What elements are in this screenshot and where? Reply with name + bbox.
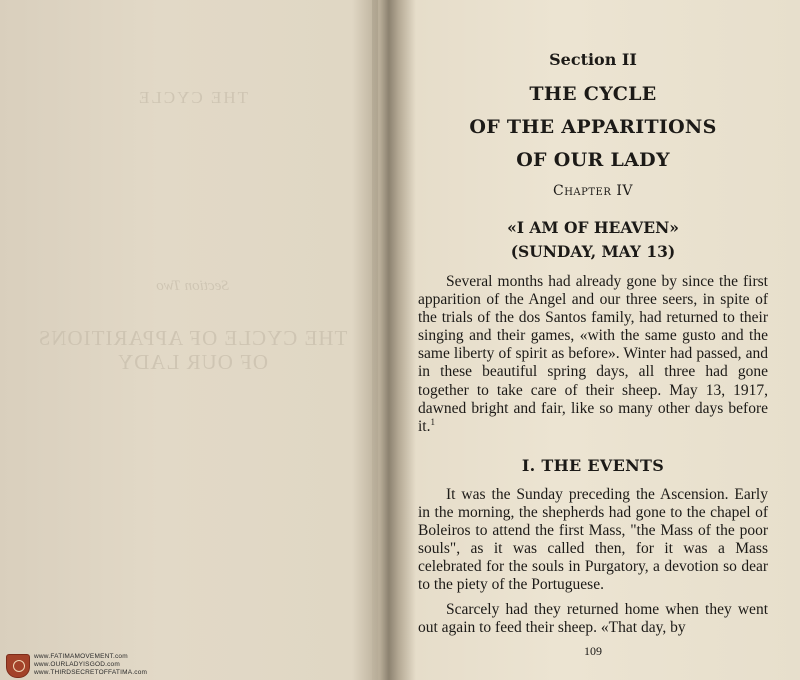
- paragraph-2: It was the Sunday preceding the Ascension. Early in the morning, the shepherds had gone to the chapel of Boleiros to attend the first Mass, "the Mass of the poor souls", as it was called then, for it was a Mass celebrated for the souls in Purgatory, a devotion so dear to the piety of the Portuguese.: [418, 486, 768, 594]
- page-number: 109: [584, 644, 602, 658]
- ghost-running-head: THE CYCLE: [136, 88, 249, 107]
- footnote-marker: 1: [430, 416, 435, 427]
- section-label: Section II: [549, 50, 637, 69]
- watermark-line: www.FATIMAMOVEMENT.com: [34, 653, 128, 660]
- paragraph-1: [418, 273, 768, 436]
- title-line: OF OUR LADY: [516, 149, 670, 171]
- page-title: [418, 78, 768, 177]
- ghost-section-label: Section Two: [156, 278, 229, 294]
- chapter-label: Chapter IV: [553, 183, 633, 199]
- ghost-title: [0, 326, 385, 374]
- seal-icon: [6, 654, 30, 678]
- paragraph-1-text: Several months had already gone by since the first apparition of the Angel and our three seers, in spite of the trials of the dos Santos family, had returned to their singing and their games, «with the same gusto and the same liberty of spirit as before». Winter had passed, and in these beautiful spring days, all three had gone together to take care of their sheep. May 13, 1917, dawned bright and fair, like so many other days before it.: [418, 273, 768, 435]
- chapter-title-line: (SUNDAY, MAY 13): [510, 242, 676, 261]
- watermark: [6, 652, 186, 680]
- gutter-shadow: [372, 0, 378, 680]
- events-heading: I. THE EVENTS: [521, 456, 665, 475]
- watermark-line: www.THIRDSECRETOFFATIMA.com: [34, 669, 148, 676]
- title-line: OF THE APPARITIONS: [469, 116, 717, 138]
- paragraph-3: Scarcely had they returned home when they went out again to feed their sheep. «That day, by: [418, 601, 768, 637]
- chapter-title-line: «I AM OF HEAVEN»: [507, 218, 679, 237]
- left-page: [0, 0, 385, 680]
- right-page: [418, 0, 768, 680]
- ghost-title-line: OF OUR LADY: [117, 350, 269, 374]
- chapter-title: [418, 216, 768, 264]
- watermark-text: [34, 653, 194, 677]
- title-line: THE CYCLE: [529, 83, 657, 105]
- ghost-title-line: THE CYCLE OF APPARITIONS: [37, 326, 348, 350]
- watermark-line: www.OURLADYISGOD.com: [34, 661, 120, 668]
